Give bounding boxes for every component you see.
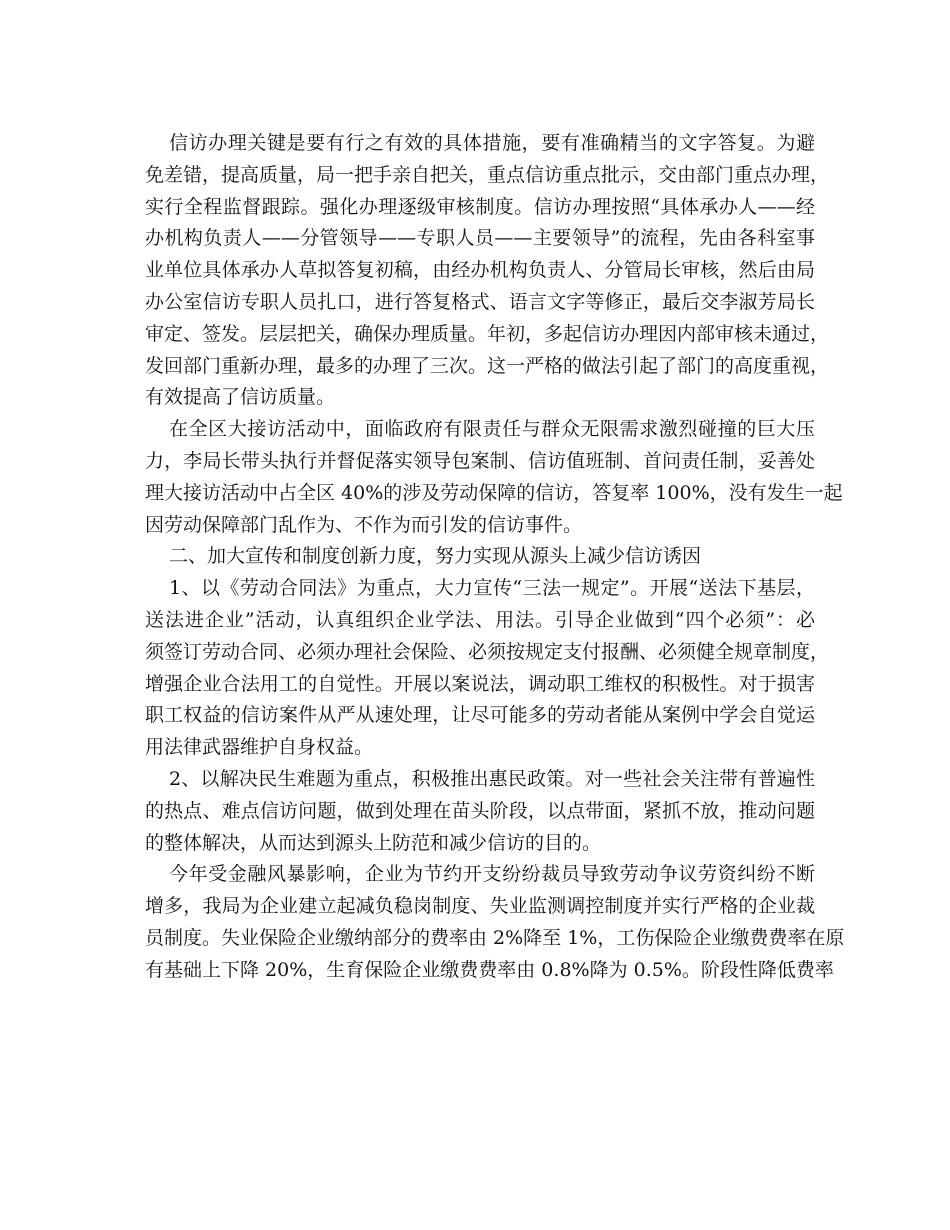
text-line: 须签订劳动合同、必须办理社会保险、必须按规定支付报酬、必须健全规章制度， [145,640,830,663]
text-line: 发回部门重新办理，最多的办理了三次。这一严格的做法引起了部门的高度重视， [145,354,830,377]
text-line: 有效提高了信访质量。 [145,386,336,409]
text-line: 信访办理关键是要有行之有效的具体措施，要有准确精当的文字答复。为避 [169,132,815,154]
text-line: 实行全程监督跟踪。强化办理逐级审核制度。信访办理按照“具体承办人——经 [145,195,815,218]
text-line: 增强企业合法用工的自觉性。开展以案说法，调动职工维权的积极性。对于损害 [145,672,815,695]
text-line: 在全区大接访活动中，面临政府有限责任与群众无限需求激烈碰撞的巨大压 [169,418,815,441]
text-line: 增多，我局为企业建立起减负稳岗制度、失业监测调控制度并实行严格的企业裁 [145,895,815,918]
text-line: 送法进企业”活动，认真组织企业学法、用法。引导企业做到“四个必须”：必 [145,608,815,631]
text-line: 办公室信访专职人员扎口，进行答复格式、语言文字等修正，最后交李淑芳局长 [145,290,815,313]
text-line: 有基础上下降 20%，生育保险企业缴费费率由 0.8%降为 0.5%。阶段性降低费率 [145,958,834,981]
document-body [145,128,845,987]
text-line: 免差错，提高质量，局一把手亲自把关，重点信访重点批示，交由部门重点办理， [145,163,830,186]
text-line: 审定、签发。层层把关，确保办理质量。年初，多起信访办理因内部审核未通过， [145,322,830,345]
text-line: 力，李局长带头执行并督促落实领导包案制、信访值班制、首问责任制，妥善处 [145,449,815,472]
text-line: 员制度。失业保险企业缴纳部分的费率由 2%降至 1%，工伤保险企业缴费费率在原 [145,926,845,949]
text-line: 理大接访活动中占全区 40%的涉及劳动保障的信访，答复率 100%，没有发生一起 [145,481,843,504]
text-line: 的整体解决，从而达到源头上防范和减少信访的目的。 [145,831,602,854]
text-line: 1、以《劳动合同法》为重点，大力宣传“三法一规定”。开展“送法下基层， [169,577,815,600]
text-line: 的热点、难点信访问题，做到处理在苗头阶段，以点带面，紧抓不放，推动问题 [145,799,815,822]
text-line: 业单位具体承办人草拟答复初稿，由经办机构负责人、分管局长审核，然后由局 [145,259,815,282]
text-line: 办机构负责人——分管领导——专职人员——主要领导”的流程，先由各科室事 [145,227,815,250]
text-line: 今年受金融风暴影响，企业为节约开支纷纷裁员导致劳动争议劳资纠纷不断 [169,863,815,886]
text-line: 2、以解决民生难题为重点，积极推出惠民政策。对一些社会关注带有普遍性 [169,767,815,790]
text-line: 用法律武器维护自身权益。 [145,736,374,759]
text-line: 因劳动保障部门乱作为、不作为而引发的信访事件。 [145,513,583,536]
text-line: 二、加大宣传和制度创新力度，努力实现从源头上减少信访诱因 [169,545,702,568]
text-line: 职工权益的信访案件从严从速处理，让尽可能多的劳动者能从案例中学会自觉运 [145,704,815,727]
